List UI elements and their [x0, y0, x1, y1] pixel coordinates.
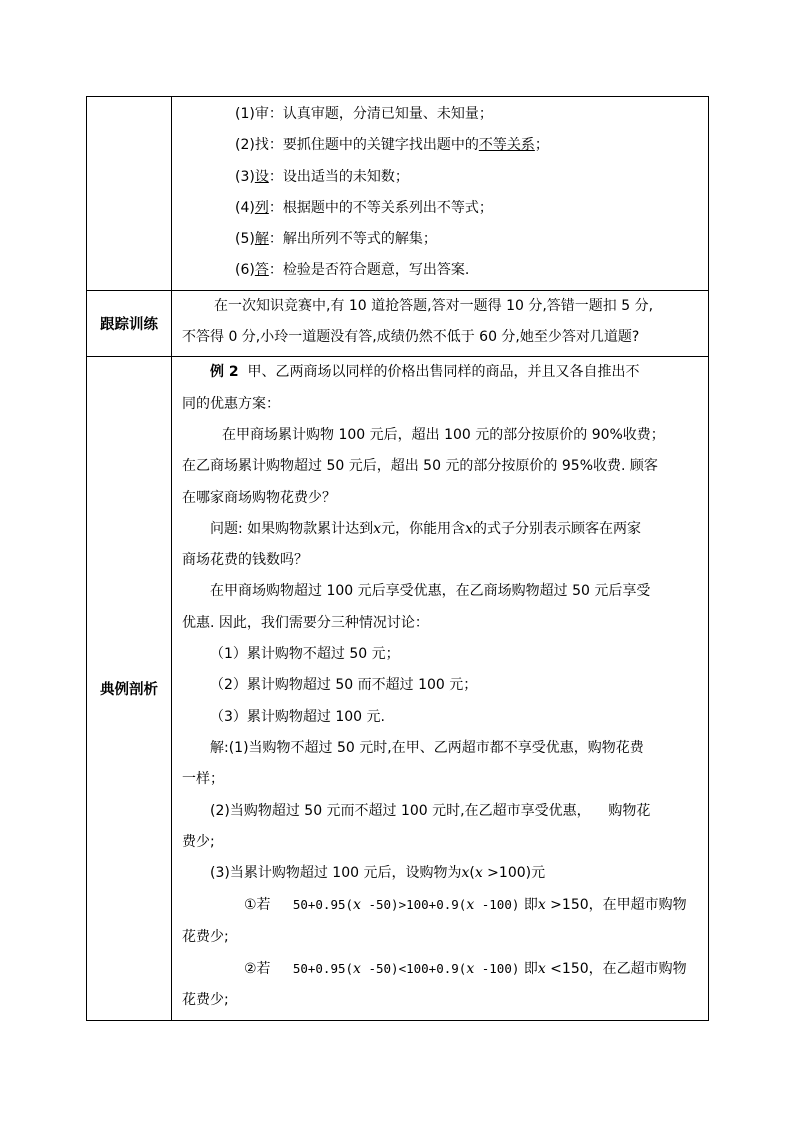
analysis-line-2: 优惠. 因此，我们需要分三种情况讨论： — [182, 614, 429, 631]
step-4: (4)列：根据题中的不等关系列出不等式； — [235, 199, 493, 216]
case-result-1: ①若 50+0.95(x -50)>100+0.9(x -100) 即x >150，在甲超市购物 — [244, 897, 687, 914]
step-3: (3)设：设出适当的未知数； — [235, 168, 409, 185]
case-3: （3）累计购物超过 100 元. — [210, 708, 385, 725]
solution-1-line-2: 一样； — [182, 771, 224, 788]
steps-row-label — [87, 97, 172, 291]
case-result-1-tail: 花费少; — [182, 928, 229, 945]
step-6: (6)答：检验是否符合题意，写出答案. — [235, 262, 470, 279]
case-2: （2）累计购物超过 50 而不超过 100 元； — [210, 677, 478, 694]
training-label: 跟踪训练 — [87, 290, 172, 357]
training-cell — [172, 290, 709, 357]
example-line-1: 例 2 甲、乙两商场以同样的价格出售同样的商品，并且又各自推出不 — [210, 364, 640, 381]
steps-row — [87, 97, 709, 291]
case-result-2: ②若 50+0.95(x -50)<100+0.9(x -100) 即x <150，在乙超市购物 — [244, 961, 687, 978]
example-line-5: 在哪家商场购物花费少？ — [182, 489, 336, 506]
training-line-1: 在一次知识竞赛中,有 10 道抢答题,答对一题得 10 分,答错一题扣 5 分, — [214, 297, 654, 314]
analysis-line-1: 在甲商场购物超过 100 元后享受优惠，在乙商场购物超过 50 元后享受 — [210, 583, 651, 600]
training-line-2: 不答得 0 分,小玲一道题没有答,成绩仍然不低于 60 分,她至少答对几道题? — [182, 329, 640, 346]
underlined-key-phrase: 不等关系 — [478, 137, 535, 154]
solution-2-line-1: (2)当购物超过 50 元而不超过 100 元时,在乙超市享受优惠， 购物花 — [210, 802, 651, 819]
training-row — [87, 290, 709, 357]
question-line-1: 问题: 如果购物款累计达到x元，你能用含x的式子分别表示顾客在两家 — [210, 520, 641, 537]
example-cell — [172, 357, 709, 1020]
example-line-2: 同的优惠方案： — [182, 395, 280, 412]
solution-3-line: (3)当累计购物超过 100 元后，设购物为x(x >100)元 — [210, 865, 546, 882]
example-title: 例 2 — [210, 364, 239, 381]
lesson-table — [86, 96, 709, 1021]
example-line-4: 在乙商场累计购物超过 50 元后，超出 50 元的部分按原价的 95%收费. 顾客 — [182, 458, 658, 475]
step-1: (1)审：认真审题，分清已知量、未知量； — [235, 106, 493, 122]
step-5: (5)解：解出所列不等式的解集； — [235, 231, 437, 248]
step-2: (2)找：要抓住题中的关键字找出题中的不等关系； — [235, 137, 549, 154]
steps-cell — [172, 97, 709, 291]
example-label: 典例剖析 — [87, 357, 172, 1020]
case-result-2-tail: 花费少; — [182, 992, 229, 1009]
example-row — [87, 357, 709, 1020]
case-1: （1）累计购物不超过 50 元； — [210, 646, 400, 663]
solution-1-line-1: 解:(1)当购物不超过 50 元时,在甲、乙两超市都不享受优惠，购物花费 — [210, 739, 644, 756]
question-line-2: 商场花费的钱数吗？ — [182, 552, 308, 569]
example-line-3: 在甲商场累计购物 100 元后，超出 100 元的部分按原价的 90%收费； — [222, 426, 665, 443]
solution-2-line-2: 费少; — [182, 833, 215, 850]
